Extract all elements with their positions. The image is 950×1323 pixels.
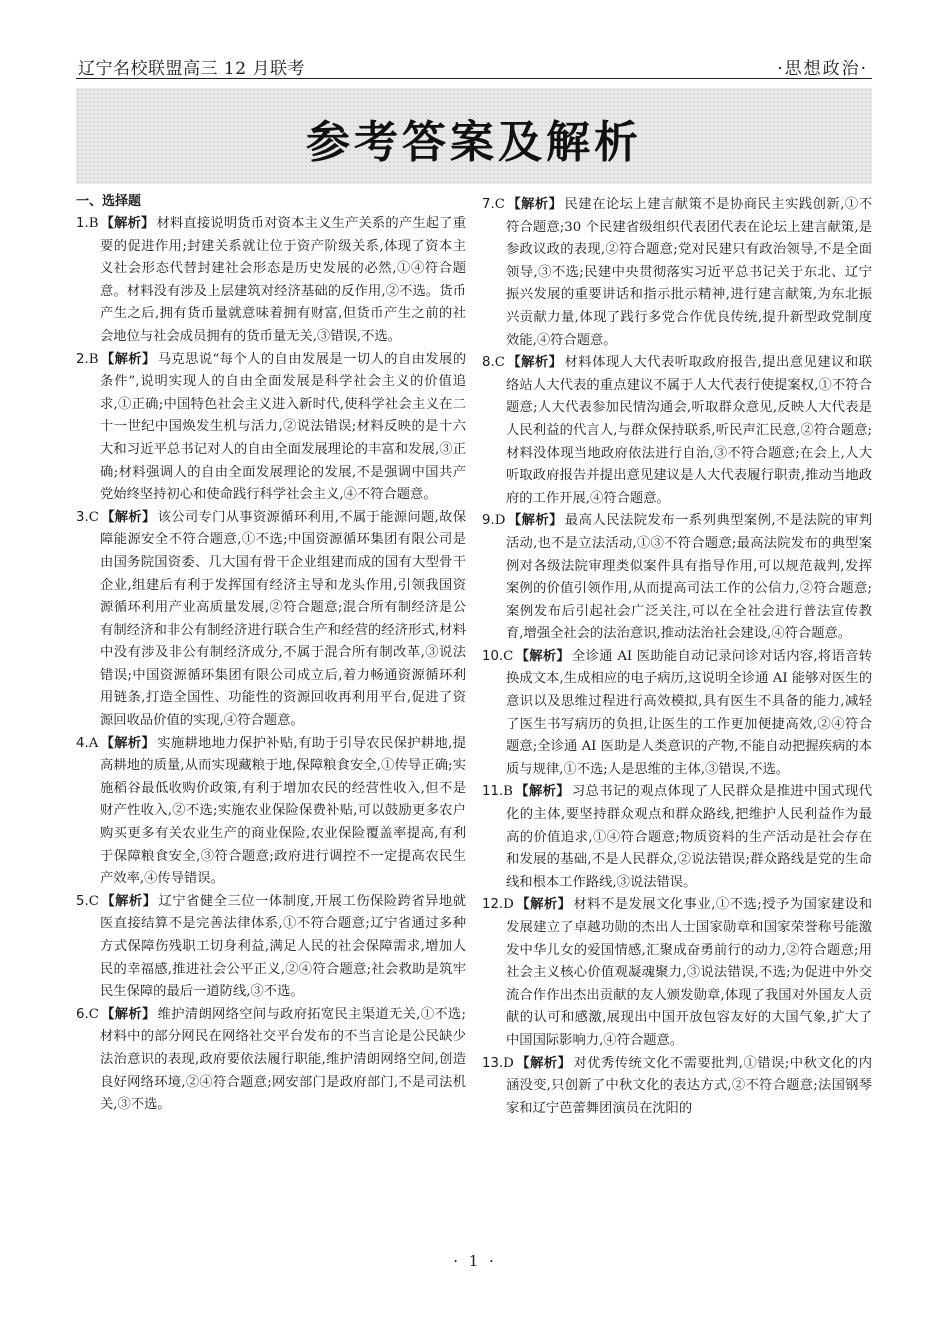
analysis-text: 最高人民法院发布一系列典型案例,不是法院的审判活动,也不是立法活动,①③不符合题意;最高法院发布的典型案例对各级法院审理类似案件具有指导作用,可以规范裁判,发挥案例的价值引领作用,从而提高司法工作的公信力,②符合题意;案例发布后引起社会广泛关注,可以在全社会进行普法宣传教育,增强全社会的法治意识,推动法治社会建设,④符合题意。 [506, 513, 873, 642]
answer-item [482, 194, 872, 352]
answer-item [76, 1004, 466, 1117]
analysis-text: 实施耕地地力保护补贴,有助于引导农民保护耕地,提高耕地的质量,从而实现藏粮于地,保障粮食安全,①传导正确;实施稻谷最低收购价政策,有利于增加农民的经营性收入,但不是财产性收入,②不选;实施农业保险保费补贴,可以鼓励更多农户购买更多有关农业生产的商业保险,农业保险覆盖率提高,有利于保障粮食安全,③符合题意;政府进行调控不一定提高农民生产效率,④传导错误。 [100, 735, 467, 887]
answer-choice: D [494, 513, 506, 529]
answer-number: 5. [76, 893, 89, 909]
answer-item [482, 894, 872, 1052]
analysis-tag: 【解析】 [100, 509, 156, 525]
answer-item [76, 507, 466, 733]
answer-choice: C [88, 509, 99, 525]
answer-number: 6. [76, 1006, 89, 1022]
analysis-text: 马克思说“每个人的自由发展是一切人的自由发展的条件”,说明实现人的自由全面发展是科学社会主义的价值追求,①正确;中国特色社会主义进入新时代,使科学社会主义在二十一世纪中国焕发生机与活力,②说法错误;材料反映的是十六大和习近平总书记对人的自由全面发展理论的丰富和发展,③正确;材料强调人的自由全面发展理论的发展,不是强调中国共产党始终坚持初心和使命践行科学社会主义,④不符合题意。 [100, 351, 466, 503]
answer-item [482, 1053, 872, 1121]
answer-choice: C [503, 648, 514, 664]
right-column [482, 194, 872, 1120]
analysis-text: 材料不是发展文化事业,①不选;授予为国家建设和发展建立了卓越功勋的杰出人士国家勋章和国家荣誉称号能激发中华儿女的爱国情感,汇聚成奋勇前行的动力,②符合题意;用社会主义核心价值观凝魂聚力,③说法错误,不选;为促进中外交流合作作出杰出贡献的友人颁发勋章,体现了我国对外国友人贡献的认可和感激,展现出中国开放包容友好的大国气象,扩大了中国国际影响力,④符合题意。 [506, 897, 872, 1048]
answer-number: 7. [482, 197, 495, 212]
left-column [76, 194, 466, 1117]
analysis-tag: 【解析】 [507, 513, 563, 529]
analysis-tag: 【解析】 [514, 784, 570, 800]
analysis-tag: 【解析】 [515, 1055, 572, 1071]
page-title: 参考答案及解析 [306, 117, 642, 168]
answer-item [76, 733, 466, 891]
analysis-text: 该公司专门从事资源循环利用,不属于能源问题,故保障能源安全不符合题意,①不选;中国资源循环集团有限公司是由国务院国资委、几大国有骨干企业组建而成的国有大型骨干企业,组建后有利于发挥国有经济主导和龙头作用,引领我国资源循环利用产业高质量发展,②符合题意;混合所有制经济是公有制经济和非公有制经济进行联合生产和经营的经济形式,材料中没有涉及非公有制经济成分,不属于混合所有制改革,③说法错误;中国资源循环集团有限公司成立后,着力畅通资源循环利用链条,打造全国性、功能性的资源回收再利用平台,促进了资源回收品价值的实现,④符合题意。 [100, 509, 467, 729]
answer-number: 4. [76, 735, 89, 751]
page-header [76, 54, 872, 78]
answer-item [482, 781, 872, 894]
answer-choice: B [88, 351, 99, 367]
header-divider [76, 78, 872, 79]
analysis-tag: 【解析】 [515, 648, 571, 664]
analysis-text: 习总书记的观点体现了人民群众是推进中国式现代化的主体,要坚持群众观点和群众路线,把维护人民利益作为最高的价值追求,①④符合题意;物质资料的生产活动是社会存在和发展的基础,不是人民群众,②说法错误;群众路线是党的生命线和根本工作路线,③说法错误。 [506, 784, 872, 890]
exam-title: 辽宁名校联盟高三 12 月联考 [78, 59, 305, 79]
answer-number: 8. [482, 355, 495, 371]
analysis-text: 对优秀传统文化不需要批判,①错误;中秋文化的内涵没变,只创新了中秋文化的表达方式,②不符合题意;法国钢琴家和辽宁芭蕾舞团演员在沈阳的 [506, 1055, 872, 1116]
analysis-text: 材料直接说明货币对资本主义生产关系的产生起了重要的促进作用;封建关系就让位于资产阶级关系,体现了资本主义社会形态代替封建社会形态是历史发展的必然,①④符合题意。材料没有涉及上层建筑对经济基础的反作用,②不选。货币产生之后,拥有货币量就意味着拥有财富,但货币产生之前的社会地位与社会成员拥有的货币量无关,③错误,不选。 [100, 216, 467, 344]
analysis-text: 材料体现人大代表听取政府报告,提出意见建议和联络站人大代表的重点建议不属于人大代表行使提案权,①不符合题意;人大代表参加民情沟通会,听取群众意见,反映人大代表是人民利益的代言人,与群众保持联系,听民声汇民意,②符合题意;材料没体现当地政府依法进行自治,③不符合题意;在会上,人大听取政府报告并提出意见建议是人大代表履行职责,推动当地政府的工作开展,④符合题意。 [506, 355, 873, 506]
analysis-tag: 【解析】 [100, 893, 157, 909]
answer-choice: C [494, 197, 505, 212]
analysis-text: 民建在论坛上建言献策不是协商民主实践创新,①不符合题意;30 个民建省级组织代表团代表在论坛上建言献策,是参政议政的表现,②符合题意;党对民建只有政治领导,不是全面领导,③不选;民建中央贯彻落实习近平总书记关于东北、辽宁振兴发展的重要讲话和指示批示精神,进行建言献策,为东北振兴贡献力量,体现了践行多党合作优良传统,提升新型政党制度效能,④符合题意。 [506, 197, 873, 348]
answer-choice: D [503, 1055, 514, 1071]
answer-number: 13. [482, 1055, 504, 1071]
analysis-tag: 【解析】 [506, 355, 563, 371]
answer-number: 12. [482, 897, 504, 913]
answer-item [482, 510, 872, 646]
answer-choice: C [88, 1006, 99, 1022]
answer-item [482, 352, 872, 510]
answer-choice: B [88, 216, 99, 231]
answer-number: 1. [76, 216, 89, 231]
answer-number: 10. [482, 648, 504, 664]
answer-number: 9. [482, 513, 495, 529]
answer-item [76, 891, 466, 1004]
analysis-tag: 【解析】 [100, 1006, 156, 1022]
answer-number: 2. [76, 351, 89, 367]
analysis-tag: 【解析】 [506, 197, 563, 212]
analysis-tag: 【解析】 [100, 216, 155, 231]
section-heading: 一、选择题 [76, 194, 142, 209]
answer-choice: C [88, 893, 99, 909]
answer-item [76, 349, 466, 507]
analysis-text: 全诊通 AI 医助能自动记录问诊对话内容,将语音转换成文本,生成相应的电子病历,这说明全诊通 AI 能够对医生的意识以及思维过程进行高效模拟,具有医生不具备的能力,减轻了医生书写病历的负担,让医生的工作更加便捷高效,②④符合题意;全诊通 AI 医助是人类意识的产物,不能自动把握疾病的本质与规律,①不选;人是思维的主体,③错误,不选。 [506, 648, 872, 777]
answer-item [482, 646, 872, 782]
answer-choice: C [494, 355, 505, 371]
analysis-text: 维护清朗网络空间与政府拓宽民主渠道无关,①不选;材料中的部分网民在网络社交平台发布的不当言论是公民缺少法治意识的表现,政府要依法履行职能,维护清朗网络空间,创造良好网络环境,②④符合题意;网安部门是政府部门,不是司法机关,③不选。 [100, 1006, 466, 1113]
analysis-text: 辽宁省健全三位一体制度,开展工伤保险跨省异地就医直接结算不是完善法律体系,①不符合题意;辽宁省通过多种方式保障伤残职工切身利益,满足人民的社会保障需求,增加人民的幸福感,推进社会公平正义,②④符合题意;社会救助是筑牢民生保障的最后一道防线,③不选。 [100, 893, 467, 1000]
title-banner [76, 88, 872, 184]
analysis-tag: 【解析】 [100, 735, 156, 751]
answer-item [76, 213, 466, 349]
answer-choice: D [503, 897, 514, 913]
analysis-tag: 【解析】 [100, 351, 156, 367]
answer-choice: A [88, 735, 99, 751]
analysis-tag: 【解析】 [515, 897, 572, 913]
answer-choice: B [503, 784, 513, 800]
answer-number: 3. [76, 509, 89, 525]
page-number: · 1 · [453, 1252, 497, 1270]
answer-number: 11. [482, 784, 504, 800]
subject-label: ·思想政治· [777, 59, 868, 79]
